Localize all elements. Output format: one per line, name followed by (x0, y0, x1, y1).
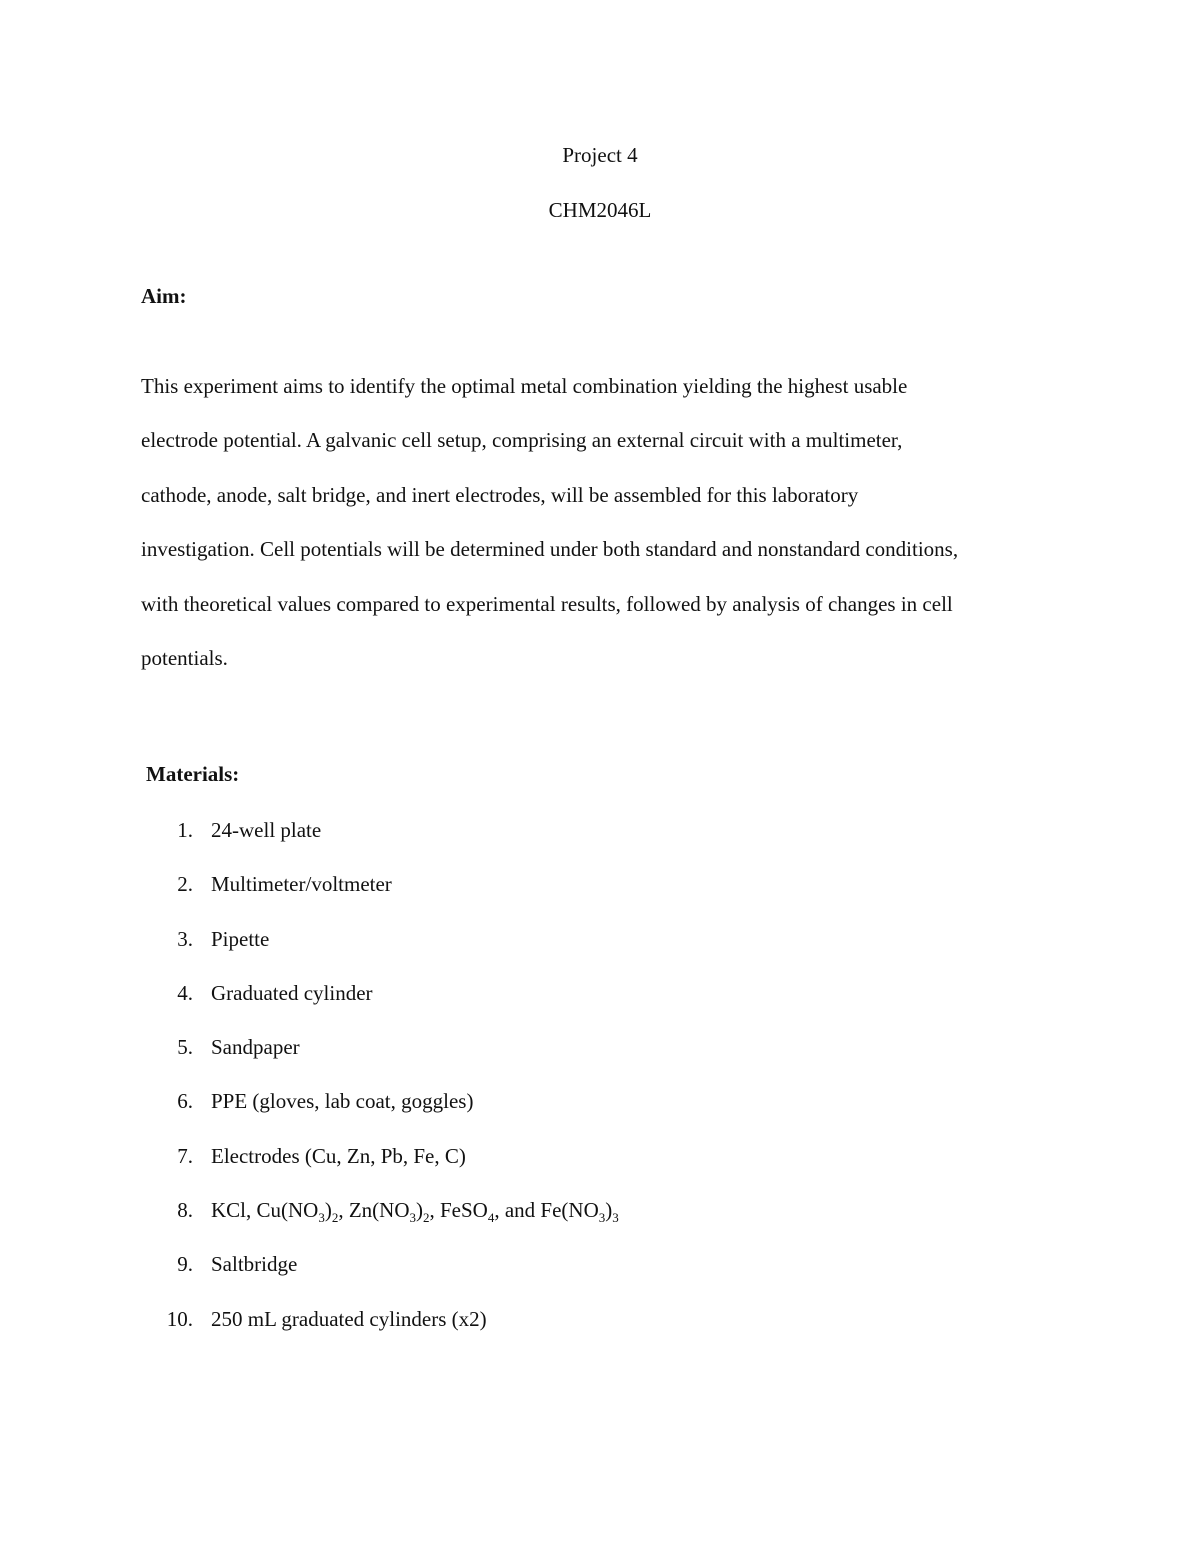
list-item (0, 1304, 1200, 1358)
list-item-text: 24-well plate (211, 818, 322, 842)
list-item-text: Graduated cylinder (211, 980, 373, 1005)
list-item (0, 1141, 1200, 1195)
materials-heading: Materials: (146, 762, 240, 786)
aim-line: cathode, anode, salt bridge, and inert electrodes, will be assembled for this laboratory (141, 482, 859, 507)
aim-line: investigation. Cell potentials will be determined under both standard and nonstandard conditions, (141, 537, 959, 562)
list-item-number: 10. (166, 1306, 193, 1331)
list-item (0, 1032, 1200, 1086)
list-item-text: Pipette (211, 926, 270, 951)
list-item-number: 5. (177, 1035, 193, 1060)
list-item (0, 869, 1200, 923)
list-item-text: PPE (gloves, lab coat, goggles) (211, 1089, 474, 1114)
list-item-number: 7. (177, 1143, 193, 1168)
list-item-text: Electrodes (Cu, Zn, Pb, Fe, C) (211, 1143, 466, 1168)
chemical-formula-text: KCl, $Cu(NO_3)_2$, $Zn(NO_3)_2$, FeSO$_4$, and $Fe(NO_3)_3$ (211, 1198, 619, 1226)
formula-subscript: 2 (423, 1210, 430, 1226)
aim-line: This experiment aims to identify the optimal metal combination yielding the highest usable (141, 374, 908, 398)
formula-subscript: 3 (409, 1210, 416, 1226)
formula-subscript: 4 (487, 1210, 495, 1226)
aim-heading: Aim: (141, 284, 187, 308)
formula-subscript: 3 (318, 1210, 325, 1226)
aim-line: with theoretical values compared to experimental results, followed by analysis of changes in cell (141, 591, 953, 616)
list-item (0, 924, 1200, 978)
list-item (0, 978, 1200, 1032)
list-item-text: Saltbridge (211, 1252, 298, 1277)
materials-list (0, 815, 1200, 1358)
formula-subscript: 2 (331, 1210, 339, 1226)
list-item-text: Sandpaper (211, 1035, 300, 1060)
list-item-text: Multimeter/voltmeter (211, 872, 392, 897)
list-item-number: 1. (177, 818, 193, 842)
aim-line: electrode potential. A galvanic cell setup, comprising an external circuit with a multimeter, (141, 428, 903, 453)
list-item-text: 250 mL graduated cylinders (x2) (211, 1306, 487, 1331)
list-item-number: 9. (177, 1252, 193, 1277)
document-title: Project 4 (562, 143, 638, 167)
list-item (0, 1249, 1200, 1303)
list-item (0, 815, 1200, 869)
list-item-number: 2. (177, 872, 193, 897)
list-item (0, 1086, 1200, 1140)
formula-subscript: 3 (598, 1210, 606, 1226)
list-item (0, 1195, 1200, 1249)
list-item-number: 3. (177, 926, 193, 951)
list-item-number: 6. (177, 1089, 193, 1114)
aim-line: potentials. (141, 646, 228, 671)
course-code: CHM2046L (548, 198, 652, 222)
formula-subscript: 3 (612, 1210, 619, 1226)
list-item-number: 8. (177, 1198, 193, 1223)
list-item-number: 4. (177, 980, 193, 1005)
aim-paragraph (141, 359, 1071, 685)
